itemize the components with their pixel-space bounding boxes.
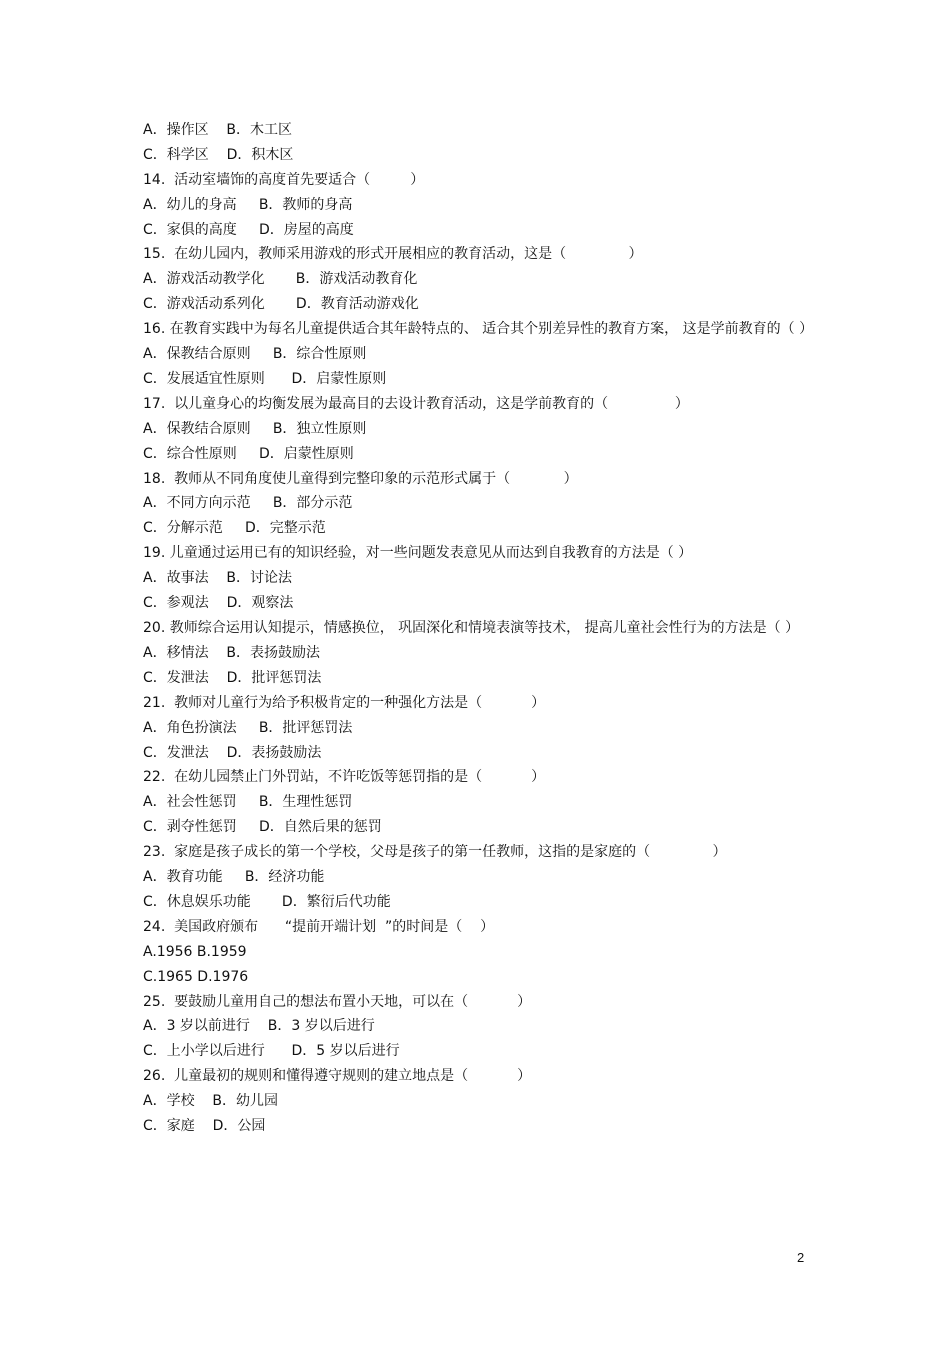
text-line: 20. 教师综合运用认知提示，情感换位， 巩固深化和情境表演等技术， 提高儿童社会性行为的方法是（ ） <box>143 620 800 637</box>
question-list <box>143 118 814 1139</box>
text-line: A．社会性惩罚 B．生理性惩罚 <box>143 794 353 811</box>
text-line: 25. 要鼓励儿童用自己的想法布置小天地，可以在（ ） <box>143 993 532 1010</box>
text-line: C．参观法 D．观察法 <box>143 595 294 612</box>
text-line: 23. 家庭是孩子成长的第一个学校，父母是孩子的第一任教师，这指的是家庭的（ ） <box>143 844 727 861</box>
text-line: C．综合性原则 D．启蒙性原则 <box>143 445 354 462</box>
text-line: A.1956 B.1959 <box>143 943 247 960</box>
text-line: A．保教结合原则 B．独立性原则 <box>143 420 367 437</box>
text-line: C．发展适宜性原则 D．启蒙性原则 <box>143 371 387 388</box>
text-line: 19. 儿童通过运用已有的知识经验，对一些问题发表意见从而达到自我教育的方法是（ ） <box>143 545 693 562</box>
text-line: A．保教结合原则 B．综合性原则 <box>143 346 367 363</box>
text-line: C．家庭 D．公园 <box>143 1117 266 1134</box>
text-line: A．角色扮演法 B．批评惩罚法 <box>143 719 353 736</box>
text-line: A．游戏活动教学化 B．游戏活动教育化 <box>143 271 418 288</box>
text-line: 26. 儿童最初的规则和懂得遵守规则的建立地点是（ ） <box>143 1068 532 1085</box>
text-line: C．休息娱乐功能 D．繁衍后代功能 <box>143 893 391 910</box>
text-line: C．分解示范 D．完整示范 <box>143 520 326 537</box>
text-line: 15. 在幼儿园内，教师采用游戏的形式开展相应的教育活动，这是（ ） <box>143 246 643 263</box>
text-line: 14. 活动室墙饰的高度首先要适合（ ） <box>143 171 425 188</box>
text-line: 22. 在幼儿园禁止门外罚站，不许吃饭等惩罚指的是（ ） <box>143 769 546 786</box>
text-line: C.1965 D.1976 <box>143 968 249 985</box>
text-line: A．幼儿的身高 B．教师的身高 <box>143 196 353 213</box>
text-line: 17. 以儿童身心的均衡发展为最高目的去设计教育活动，这是学前教育的（ ） <box>143 395 689 412</box>
text-line: C．家俱的高度 D．房屋的高度 <box>143 221 354 238</box>
text-line: A．教育功能 B．经济功能 <box>143 869 325 886</box>
text-line: A．操作区 B．木工区 <box>143 122 292 138</box>
text-line: C．科学区 D．积木区 <box>143 146 294 163</box>
text-line: A．移情法 B．表扬鼓励法 <box>143 645 320 662</box>
text-line: A．故事法 B．讨论法 <box>143 570 292 587</box>
text-line: 16. 在教育实践中为每名儿童提供适合其年龄特点的、 适合其个别差异性的教育方案， 这是学前教育的（ ） <box>143 321 814 338</box>
text-line: 21. 教师对儿童行为给予积极肯定的一种强化方法是（ ） <box>143 694 546 711</box>
text-line: A．3 岁以前进行 B．3 岁以后进行 <box>143 1018 375 1035</box>
text-line: C．发泄法 D．表扬鼓励法 <box>143 744 322 761</box>
text-line: A．不同方向示范 B．部分示范 <box>143 495 353 512</box>
text-line: A．学校 B．幼儿园 <box>143 1093 278 1110</box>
text-line: C．剥夺性惩罚 D．自然后果的惩罚 <box>143 819 382 836</box>
text-line: C．游戏活动系列化 D．教育活动游戏化 <box>143 296 419 313</box>
text-line: C．上小学以后进行 D．5 岁以后进行 <box>143 1043 400 1060</box>
page-number: 2 <box>797 1250 805 1265</box>
text-line: C．发泄法 D．批评惩罚法 <box>143 669 322 686</box>
text-line: 24. 美国政府颁布 “提前开端计划 ”的时间是（ ） <box>143 918 495 935</box>
text-line: 18. 教师从不同角度使儿童得到完整印象的示范形式属于（ ） <box>143 470 578 487</box>
